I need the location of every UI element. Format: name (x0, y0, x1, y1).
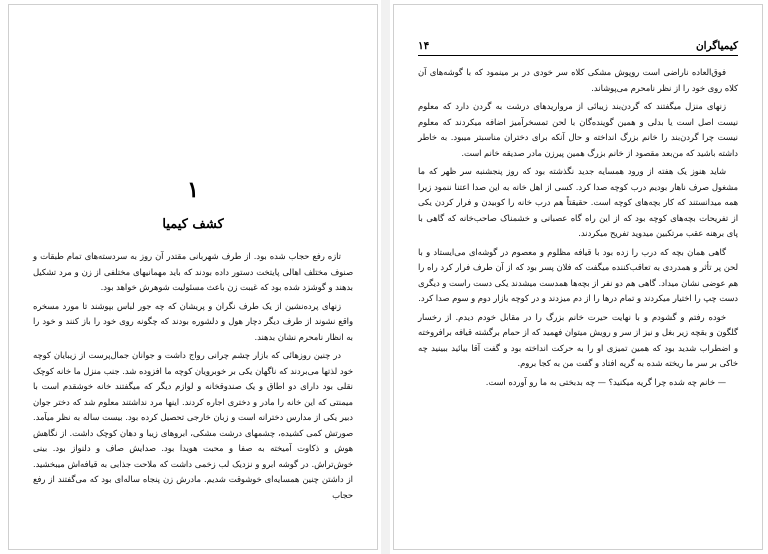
paragraph: زنهای منزل میگفتند که گردن‌بند زیبائی از مرواریدهای درشت به گردن دارد که معلوم نیست اصل است یا بدلی و همین گوینده‌گان با لحن تمسخرآمیز اضافه میکردند که معلوم نیست چرا گردن‌بند را خانم بزرگ انداخته و حال آنکه برای دختران مناسبتر میبود. به خاطر داشته باشید که من‌بعد مقصود از خانم بزرگ همین پیرزن مادر صدیقه خانم است. (418, 101, 738, 158)
paragraph: فوق‌العاده ناراضی است روپوش مشکی کلاه سر خودی در بر مینمود که با گوشه‌های آن کلاه روی خود را از نظر نامحرم می‌پوشاند. (418, 67, 738, 93)
paragraph: تازه رفع حجاب شده بود. از طرف شهربانی مقتدر آن روز به سردسته‌های تمام طبقات و صنوف مختلف اهالی پایتخت دستور داده بودند که باید مهمانیهای مختلفی از زن و مرد تشکیل بدهند و گوشزد شده بود که غیبت زن باعث مسئولیت شوهرش خواهد بود. (33, 251, 353, 292)
paragraph: شاید هنوز یک هفته از ورود همسایه جدید نگذشته بود که روز پنجشنبه سر ظهر که ما مشغول صرف ناهار بودیم درب کوچه صدا کرد. کسی از اهل خانه به این صدا اعتنا ننمود زیرا همه میدانستند که کار بچه‌های کوچه است. حقیقتاً هم درب خانه را کوبیدن و فرار کردن یکی از تفریحات بچه‌های کوچه بود که از این راه گاه عصبانی و خشمناک صاحب‌خانه که گاهی با پای برهنه عقب مرتکبین میدوید تفریح میکردند. (418, 166, 738, 238)
right-page-body (418, 65, 738, 393)
running-header (418, 39, 738, 56)
left-page (8, 4, 378, 550)
paragraph: گاهی همان بچه که درب را زده بود با قیافه مظلوم و معصوم در گوشه‌ای می‌ایستاد و با لحن پر تأثر و همدردی به تعاقب‌کننده میگفت که فلان پسر بود که از آن طرف فرار کرد راه را هم عوضی نشان میداد. گاهی هم دو نفر از بچه‌ها همدست میشدند یکی دست راست و دیگری دست چپ را اختیار میکردند و تمام درها را از دم میزدند و در کوچه بازار دوم و سوم صدا کرد. (418, 246, 738, 303)
chapter-title: کشف کیمیا (162, 217, 224, 232)
paragraph: خوده رفتم و گشودم و با نهایت حیرت خانم بزرگ را در مقابل خودم دیدم. از رخسار گلگون و بقچه زیر بغل و نیز از سر و رویش میتوان فهمید که از حمام برگشته قیافه برافروخته و اضطراب شدید بود که همین تمیزی او را به حرکت انداخته بود و گفت آقا بیائید ببینید چه خاکی بر سر ما ریخته شده به گریه افتاد و گفت من به کجا بروم. (418, 311, 738, 368)
paragraph: — خانم چه شده چرا گریه میکنید؟ — چه بدبختی به ما رو آورده است. (485, 376, 726, 387)
chapter-number: ۱ (187, 177, 199, 203)
book-gutter (381, 0, 390, 554)
right-page (393, 4, 763, 550)
paragraph: در چنین روزهائی که بازار چشم چرانی رواج داشت و جوانان جمال‌پرست از زیبایان کوچه خود لذتها می‌بردند که ناگهان یکی بر خوبرویان کوچه ما افزوده شد. جنب منزل ما خانه کوچک نقلی بود دارای دو اطاق و یک صندوقخانه و لوازم دیگر که میگفتند خانه خوشقدم است با میمنتی که این خانه را مادر و دختری اجاره کردند. اینها مرد نداشتند معلوم شد که دختر جوان دبیر یکی از مدارس دخترانه است و زبان خارجی تحصیل کرده بود. بیست ساله به نظر میآمد. صورتش کمی کشیده، چشمهای درشت مشکی، ابروهای زیبا و دهان کوچک داشت. از نگاهش هوش و ذکاوت آمیخته به صفا و محبت هویدا بود. صدایش صاف و دلنواز بود. بینی خوش‌تراش. در گوشه ابرو و نزدیک لب زخمی داشت که ملاحت جذابی به قیافه‌اش میبخشید. از داشتن چنین همسایه‌ای خوشوقت شدیم. مادرش زن پنجاه ساله‌ای بود که می‌گفتند از رفع حجاب (33, 350, 353, 500)
paragraph: زنهای پرده‌نشین از یک طرف نگران و پریشان که چه جور لباس بپوشند تا مورد مسخره واقع نشوند از طرف دیگر دچار هول و دلشوره بودند که چگونه روی خود را باز کنند و خود را به انظار نامحرم نشان بدهند. (33, 300, 353, 342)
left-page-body (33, 249, 353, 506)
running-title: کیمیاگران (695, 40, 738, 52)
page-number: ۱۴ (418, 40, 430, 52)
